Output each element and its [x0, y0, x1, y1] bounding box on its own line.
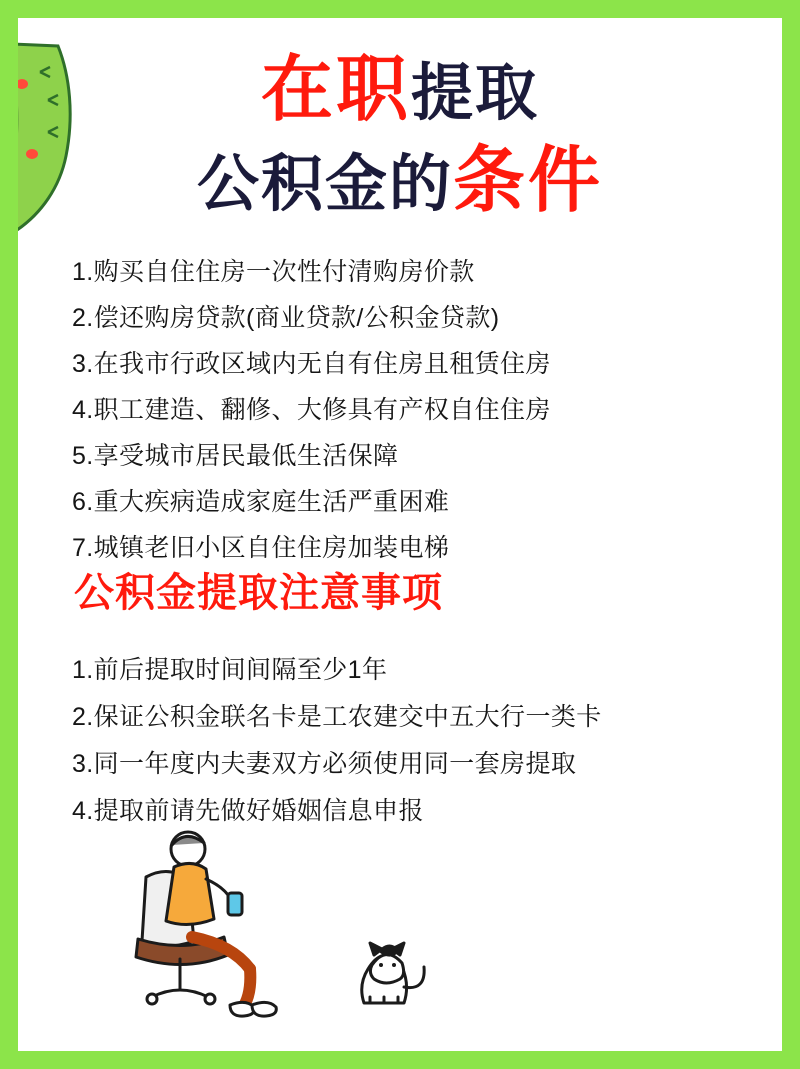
- title-line1-rest: 提取: [411, 59, 540, 128]
- list-item: 3.在我市行政区域内无自有住房且租赁住房: [72, 350, 551, 378]
- list-item: 4.提取前请先做好婚姻信息申报: [72, 797, 424, 825]
- title-line1-highlight: 在职: [260, 50, 411, 130]
- list-item: 1.购买自住住房一次性付清购房价款: [72, 258, 475, 286]
- page-title: [18, 48, 782, 224]
- list-item: 2.保证公积金联名卡是工农建交中五大行一类卡: [72, 703, 602, 731]
- section-heading: 公积金提取注意事项: [74, 571, 443, 615]
- person-sitting-icon: [136, 832, 276, 1016]
- title-line2-highlight: 条件: [453, 140, 604, 221]
- cat-icon: [362, 943, 424, 1003]
- list-item: 6.重大疾病造成家庭生活严重困难: [72, 488, 450, 516]
- illustration: [118, 819, 518, 1039]
- conditions-list: [72, 260, 742, 582]
- list-item: 1.前后提取时间间隔至少1年: [72, 656, 388, 684]
- list-item: 7.城镇老旧小区自住住房加装电梯: [72, 534, 450, 562]
- title-line2-rest: 公积金的: [196, 149, 453, 219]
- poster-card: [18, 18, 782, 1051]
- notes-list: [72, 658, 752, 846]
- list-item: 5.享受城市居民最低生活保障: [72, 442, 399, 470]
- list-item: 3.同一年度内夫妻双方必须使用同一套房提取: [72, 750, 577, 778]
- list-item: 4.职工建造、翻修、大修具有产权自住住房: [72, 396, 551, 424]
- list-item: 2.偿还购房贷款(商业贷款/公积金贷款): [72, 304, 500, 332]
